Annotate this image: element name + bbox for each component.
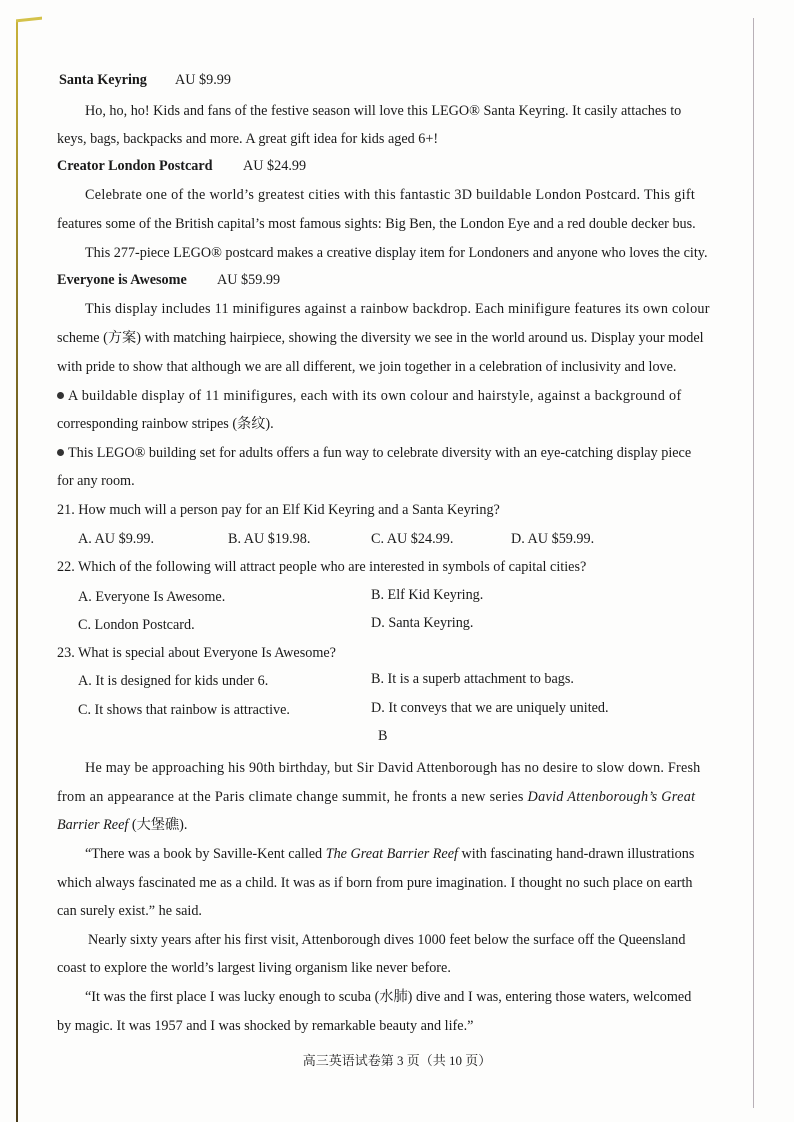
product-title: Everyone is Awesome bbox=[57, 272, 187, 288]
paragraph-line: scheme (方案) with matching hairpiece, showing the diversity we see in the world around us. Display your model bbox=[57, 330, 704, 346]
page-footer: 高三英语试卷第 3 页（共 10 页） bbox=[302, 1053, 492, 1068]
bullet-item: This LEGO® building set for adults offers a fun way to celebrate diversity with an eye-catching display piece bbox=[57, 444, 691, 462]
option-c[interactable]: C. London Postcard. bbox=[78, 617, 195, 633]
product-price: AU $59.99 bbox=[217, 272, 281, 288]
paragraph-line: can surely exist.” he said. bbox=[57, 903, 202, 919]
paragraph-line: Nearly sixty years after his first visit, Attenborough dives 1000 feet below the surface off the Queensland bbox=[88, 932, 686, 948]
paragraph-line: “There was a book by Saville-Kent called The Great Barrier Reef with fascinating hand-drawn illustrations bbox=[85, 846, 695, 862]
option-d[interactable]: D. Santa Keyring. bbox=[371, 615, 474, 631]
option-c[interactable]: C. It shows that rainbow is attractive. bbox=[78, 702, 290, 718]
bullet-icon bbox=[57, 449, 64, 456]
option-a[interactable]: A. It is designed for kids under 6. bbox=[78, 673, 269, 689]
paragraph-line: features some of the British capital’s most famous sights: Big Ben, the London Eye and a red double decker bus. bbox=[57, 216, 696, 232]
scan-edge-right bbox=[753, 18, 754, 1108]
option-c[interactable]: C. AU $24.99. bbox=[371, 531, 454, 547]
paragraph-line: “It was the first place I was lucky enough to scuba (水肺) dive and I was, entering those waters, welcomed bbox=[85, 989, 692, 1005]
question-23: 23. What is special about Everyone Is Awesome? bbox=[57, 645, 336, 661]
paragraph-line: This display includes 11 minifigures against a rainbow backdrop. Each minifigure features its own colour bbox=[85, 301, 710, 317]
scan-edge-top bbox=[16, 17, 42, 23]
option-a[interactable]: A. AU $9.99. bbox=[78, 531, 155, 547]
paragraph-line: He may be approaching his 90th birthday, but Sir David Attenborough has no desire to slow down. Fresh bbox=[85, 760, 701, 776]
product-title: Santa Keyring bbox=[59, 72, 147, 88]
option-b[interactable]: B. Elf Kid Keyring. bbox=[371, 587, 484, 603]
bullet-icon bbox=[57, 392, 64, 399]
paragraph-line: by magic. It was 1957 and I was shocked by remarkable beauty and life.” bbox=[57, 1018, 474, 1034]
question-21: 21. How much will a person pay for an Elf Kid Keyring and a Santa Keyring? bbox=[57, 502, 500, 518]
bullet-item: A buildable display of 11 minifigures, each with its own colour and hairstyle, against a background of bbox=[57, 387, 682, 405]
bullet-continuation: for any room. bbox=[57, 473, 135, 489]
paragraph-line: from an appearance at the Paris climate change summit, he fronts a new series David Attenborough’s Great bbox=[57, 789, 696, 805]
paragraph-line: with pride to show that although we are all different, we join together in a celebration of inclusivity and love. bbox=[57, 359, 677, 375]
section-heading: B bbox=[378, 728, 388, 744]
product-price: AU $24.99 bbox=[243, 158, 307, 174]
option-d[interactable]: D. AU $59.99. bbox=[511, 531, 595, 547]
product-title: Creator London Postcard bbox=[57, 158, 213, 174]
bullet-continuation: corresponding rainbow stripes (条纹). bbox=[57, 416, 274, 432]
option-a[interactable]: A. Everyone Is Awesome. bbox=[78, 589, 226, 605]
paragraph-line: which always fascinated me as a child. It was as if born from pure imagination. I thought no such place on earth bbox=[57, 875, 693, 891]
option-b[interactable]: B. AU $19.98. bbox=[228, 531, 311, 547]
paragraph-line: keys, bags, backpacks and more. A great gift idea for kids aged 6+! bbox=[57, 131, 439, 147]
product-price: AU $9.99 bbox=[175, 72, 231, 88]
paragraph-line: Barrier Reef (大堡礁). bbox=[57, 817, 188, 833]
paragraph-line: Ho, ho, ho! Kids and fans of the festive season will love this LEGO® Santa Keyring. It casily attaches to bbox=[85, 103, 682, 119]
option-b[interactable]: B. It is a superb attachment to bags. bbox=[371, 671, 574, 687]
paragraph-line: coast to explore the world’s largest living organism like never before. bbox=[57, 960, 451, 976]
option-d[interactable]: D. It conveys that we are uniquely united. bbox=[371, 700, 609, 716]
paragraph-line: Celebrate one of the world’s greatest cities with this fantastic 3D buildable London Postcard. This gift bbox=[85, 187, 696, 203]
paragraph-line: This 277-piece LEGO® postcard makes a creative display item for Londoners and anyone who loves the city. bbox=[85, 245, 708, 261]
question-22: 22. Which of the following will attract people who are interested in symbols of capital cities? bbox=[57, 559, 587, 575]
scan-edge-left bbox=[16, 20, 18, 1122]
